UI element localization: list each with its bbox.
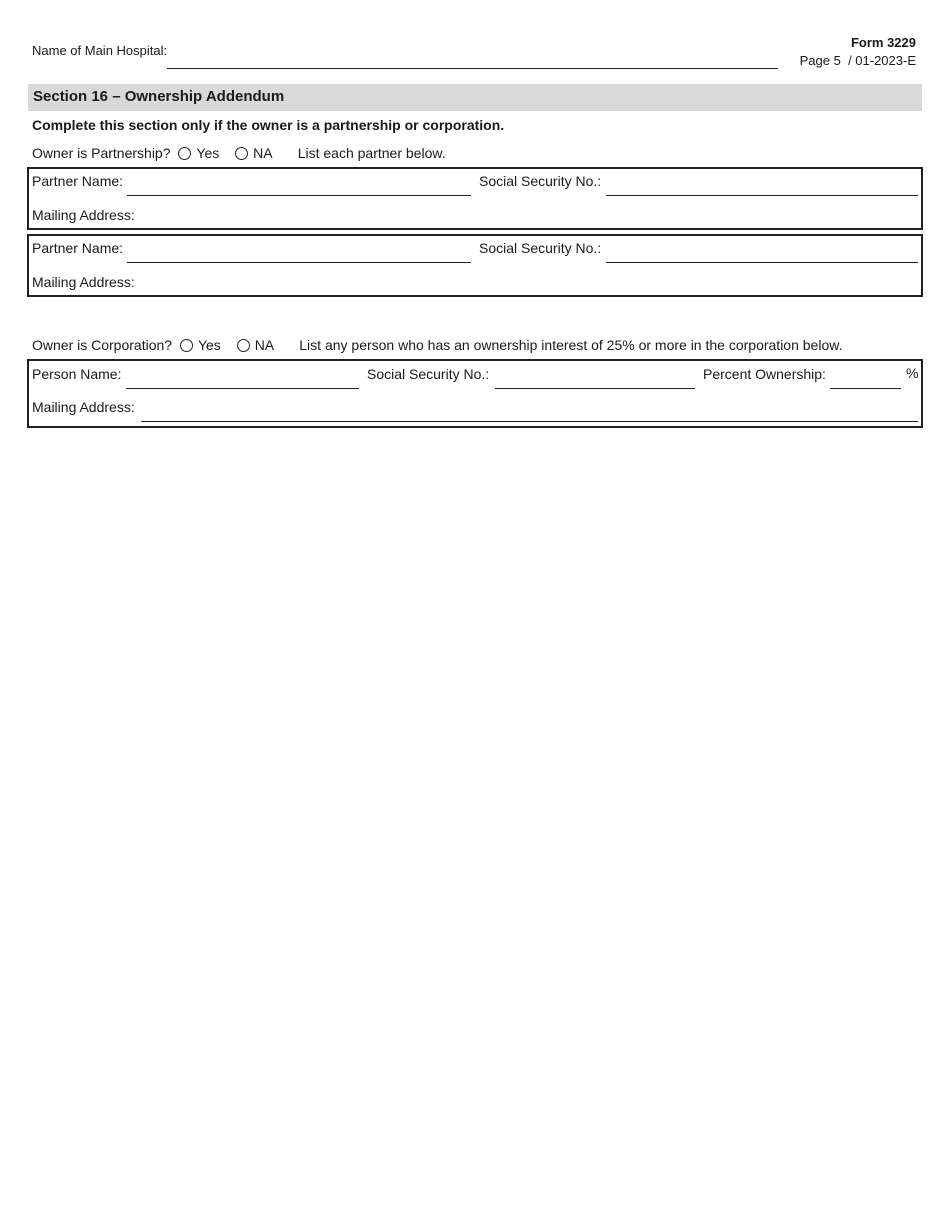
- partner-name-label: Partner Name:: [32, 173, 124, 189]
- person-address-label: Mailing Address:: [32, 399, 135, 415]
- person-box: [27, 359, 923, 428]
- corporation-na-label: NA: [254, 337, 274, 353]
- person-name-label: Person Name:: [32, 366, 122, 382]
- corporation-na-radio[interactable]: [237, 339, 250, 352]
- form-number: Form 3229: [850, 35, 916, 50]
- partner-name-field[interactable]: [127, 262, 471, 263]
- partnership-yes-label: Yes: [196, 145, 220, 161]
- corporation-yes-radio[interactable]: [180, 339, 193, 352]
- corporation-yes-label: Yes: [197, 337, 221, 353]
- partnership-question-row: [32, 145, 446, 161]
- partnership-note: List each partner below.: [297, 145, 446, 161]
- section-title: Section 16 – Ownership Addendum: [33, 88, 285, 105]
- person-name-field[interactable]: [126, 388, 359, 389]
- partnership-question: Owner is Partnership?: [32, 145, 171, 161]
- page-info: Page 5 / 01-2023-E: [799, 53, 916, 68]
- partner-ssn-field[interactable]: [606, 195, 918, 196]
- percent-symbol: %: [906, 365, 919, 381]
- corporation-note: List any person who has an ownership interest of 25% or more in the corporation below.: [299, 337, 843, 353]
- person-ssn-label: Social Security No.:: [367, 366, 490, 382]
- partner-box-1: [27, 167, 923, 230]
- partner-box-2: [27, 234, 923, 297]
- partner-ssn-label: Social Security No.:: [479, 173, 602, 189]
- partnership-na-radio[interactable]: [235, 147, 248, 160]
- partner-ssn-field[interactable]: [606, 262, 918, 263]
- person-ssn-field[interactable]: [495, 388, 695, 389]
- corporation-question-row: [32, 337, 842, 353]
- partnership-na-label: NA: [253, 145, 272, 161]
- percent-ownership-field[interactable]: [830, 388, 901, 389]
- partner-name-label: Partner Name:: [32, 240, 124, 256]
- section-instruction: Complete this section only if the owner is a partnership or corporation.: [32, 117, 505, 133]
- hospital-name-label: Name of Main Hospital:: [32, 43, 168, 58]
- section-header-bar: [28, 84, 922, 111]
- percent-ownership-label: Percent Ownership:: [703, 366, 826, 382]
- partner-address-label: Mailing Address:: [32, 207, 135, 223]
- person-address-field[interactable]: [141, 421, 918, 422]
- partner-name-field[interactable]: [127, 195, 471, 196]
- partnership-yes-radio[interactable]: [178, 147, 191, 160]
- hospital-name-field[interactable]: [167, 68, 778, 69]
- partner-address-label: Mailing Address:: [32, 274, 135, 290]
- corporation-question: Owner is Corporation?: [32, 337, 173, 353]
- partner-ssn-label: Social Security No.:: [479, 240, 602, 256]
